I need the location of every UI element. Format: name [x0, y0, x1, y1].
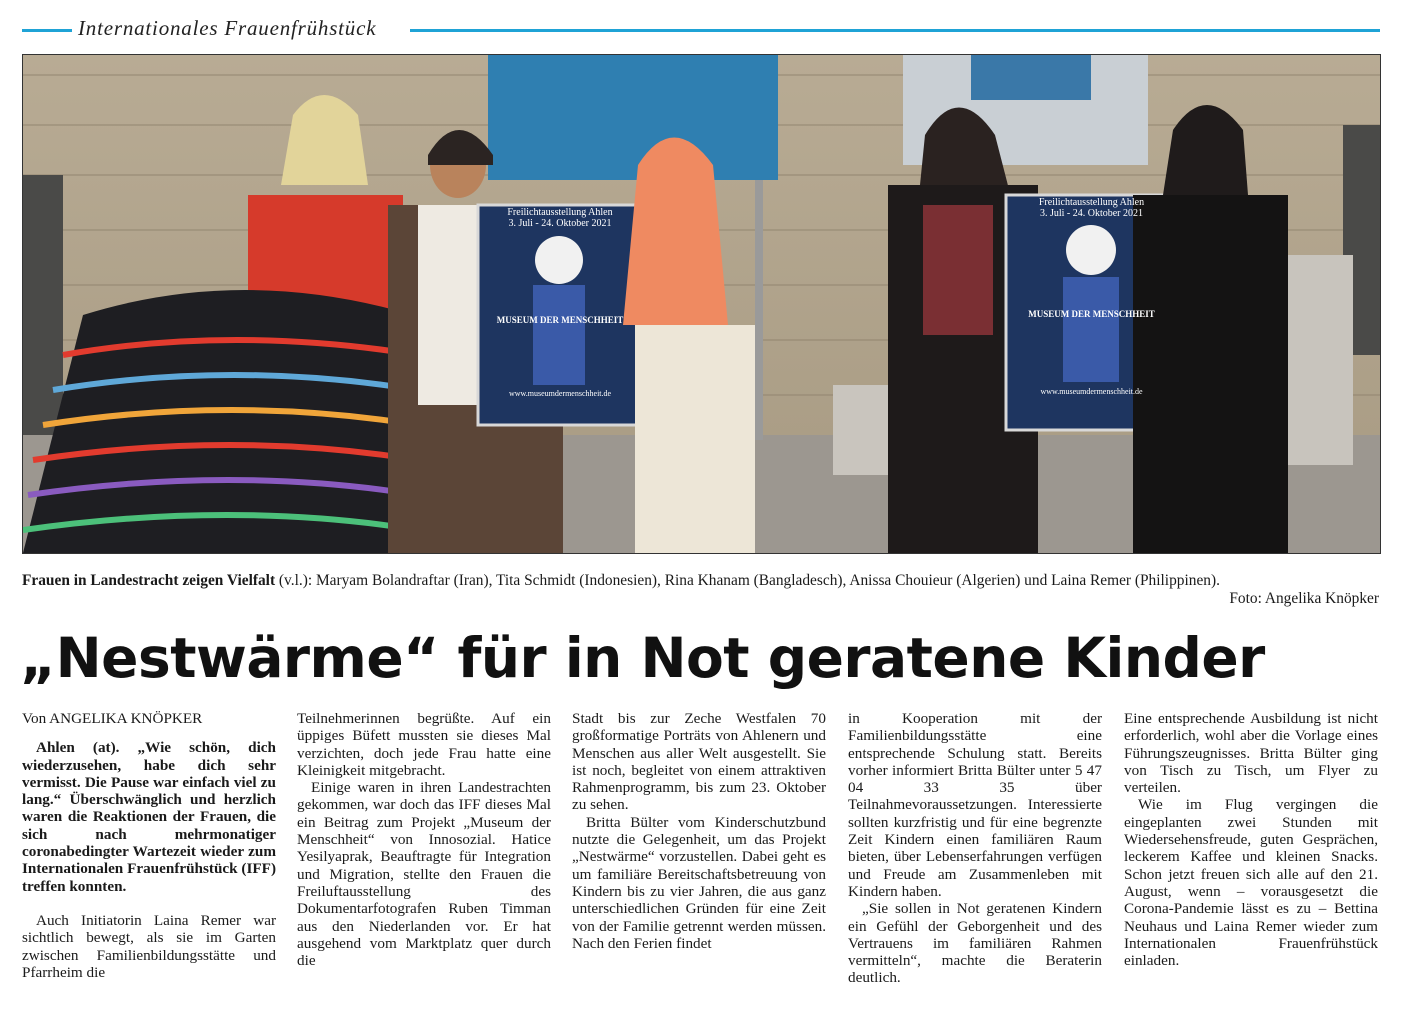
rubric-label: Internationales Frauenfrühstück — [78, 16, 377, 40]
section-rubric — [22, 14, 1380, 44]
article-column-5 — [1124, 710, 1378, 969]
byline: Von ANGELIKA KNÖPKER — [22, 710, 203, 727]
paragraph: Einige waren in ihren Landestrachten gekommen, war doch das IFF dieses Mal ein Beitrag zum Projekt „Museum der Menschheit“ von Innosozial. Hatice Yesilyaprak, Beauftragte für Integration und Migration, stellte den Frauen die Freiluftausstellung des Dokumentarfotografen Ruben Timman aus den Niederlanden vor. Er hat ausgehend vom Marktplatz quer durch die — [297, 779, 551, 970]
article-column-4 — [848, 710, 1102, 987]
poster-right-title: MUSEUM DER MENSCHHEIT — [1028, 309, 1155, 319]
paragraph: Stadt bis zur Zeche Westfalen 70 großformatige Porträts von Ahlenern und Menschen aus aller Welt ausgestellt. Sie ist noch, begleitet von einem attraktiven Rahmenprogramm, bis zum 23. Oktober zu sehen. — [572, 710, 826, 814]
article-column-3 — [572, 710, 826, 952]
article-column-2 — [297, 710, 551, 969]
poster-right — [1009, 197, 1174, 396]
paragraph: Teilnehmerinnen begrüßte. Auf ein üppiges Büfett mussten sie dieses Mal verzichten, doch jede Frau hatte eine Kleinigkeit mitgebracht. — [297, 710, 551, 779]
photo-caption — [22, 572, 1379, 607]
poster-left-title: MUSEUM DER MENSCHHEIT — [496, 315, 624, 325]
rubric-rule-left — [22, 29, 72, 32]
paragraph: „Sie sollen in Not geratenen Kindern ein Gefühl der Geborgenheit und des Vertrauens im familiären Rahmen vermitteln“, machte die Beraterin deutlich. — [848, 900, 1102, 987]
article-photo — [22, 54, 1381, 554]
poster-right-line1: Freilichtausstellung Ahlen — [1038, 197, 1145, 208]
poster-left-line2: 3. Juli - 24. Oktober 2021 — [508, 218, 612, 229]
article-column-1 — [22, 710, 276, 981]
poster-left-line1: Freilichtausstellung Ahlen — [507, 207, 613, 218]
paragraph: Eine entsprechende Ausbildung ist nicht erforderlich, wohl aber die Vorlage eines Führungszeugnisses. Britta Bülter ging von Tisch zu Tisch, um Flyer zu verteilen. — [1124, 710, 1378, 797]
caption-title: Frauen in Landestracht zeigen Vielfalt — [22, 572, 276, 589]
poster-right-url: www.museumdermenschheit.de — [1040, 387, 1143, 396]
poster-right-line2: 3. Juli - 24. Oktober 2021 — [1039, 208, 1144, 219]
article-lead: Ahlen (at). „Wie schön, dich wiederzusehen, habe dich sehr vermisst. Die Pause war einfach viel zu lang.“ Überschwänglich und herzlich waren die Reaktionen der Frauen, die sich nach mehrmonatiger coronabedingter Wartezeit wieder zum Internationalen Frauenfrühstück (IFF) treffen konnten. — [22, 739, 276, 895]
photo-illustration — [23, 55, 1380, 553]
rubric-rule-right — [410, 29, 1380, 32]
poster-left — [481, 207, 639, 398]
caption-text: (v.l.): Maryam Bolandraftar (Iran), Tita Schmidt (Indonesien), Rina Khanam (Bangladesch), Anissa Chouieur (Algerien) und Laina Remer (Philippinen). — [275, 572, 1220, 589]
paragraph: Britta Bülter vom Kinderschutzbund nutzte die Gelegenheit, um das Projekt „Nestwärme“ vorzustellen. Dabei geht es um familiäre Bereitschaftsbetreuung von Kindern bis zu vier Jahren, die aus ganz unterschiedlichen Gründen für eine Zeit von der Familie getrennt werden müssen. Nach den Ferien findet — [572, 813, 826, 952]
paragraph: Auch Initiatorin Laina Remer war sichtlich bewegt, als sie im Garten zwischen Familienbildungsstätte und Pfarrheim die — [22, 911, 276, 981]
headline: „Nestwärme“ für in Not geratene Kinder — [20, 626, 1265, 690]
photo-credit: Foto: Angelika Knöpker — [1229, 590, 1379, 607]
poster-left-url: www.museumdermenschheit.de — [508, 389, 612, 398]
paragraph: in Kooperation mit der Familienbildungsstätte eine entsprechende Schulung statt. Bereits vorher informiert Britta Bülter unter 5 47 04 33 35 über Teilnahmevoraussetzungen. Interessierte sollten kurzfristig und für eine begrenzte Zeit Kindern einen familiären Raum bieten, über Lebenserfahrungen verfügen und Freude am Zusammenleben mit Kindern haben. — [848, 710, 1102, 900]
paragraph: Wie im Flug vergingen die eingeplanten zwei Stunden mit Wiedersehensfreude, guten Gesprächen, leckerem Kaffee und kleinen Snacks. Schon jetzt freuen sich alle auf den 21. August, wenn – vorausgesetzt die Corona-Pandemie lässt es zu – Bettina Neuhaus und Laina Remer wieder zum Internationalen Frauenfrühstück einladen. — [1124, 796, 1378, 970]
